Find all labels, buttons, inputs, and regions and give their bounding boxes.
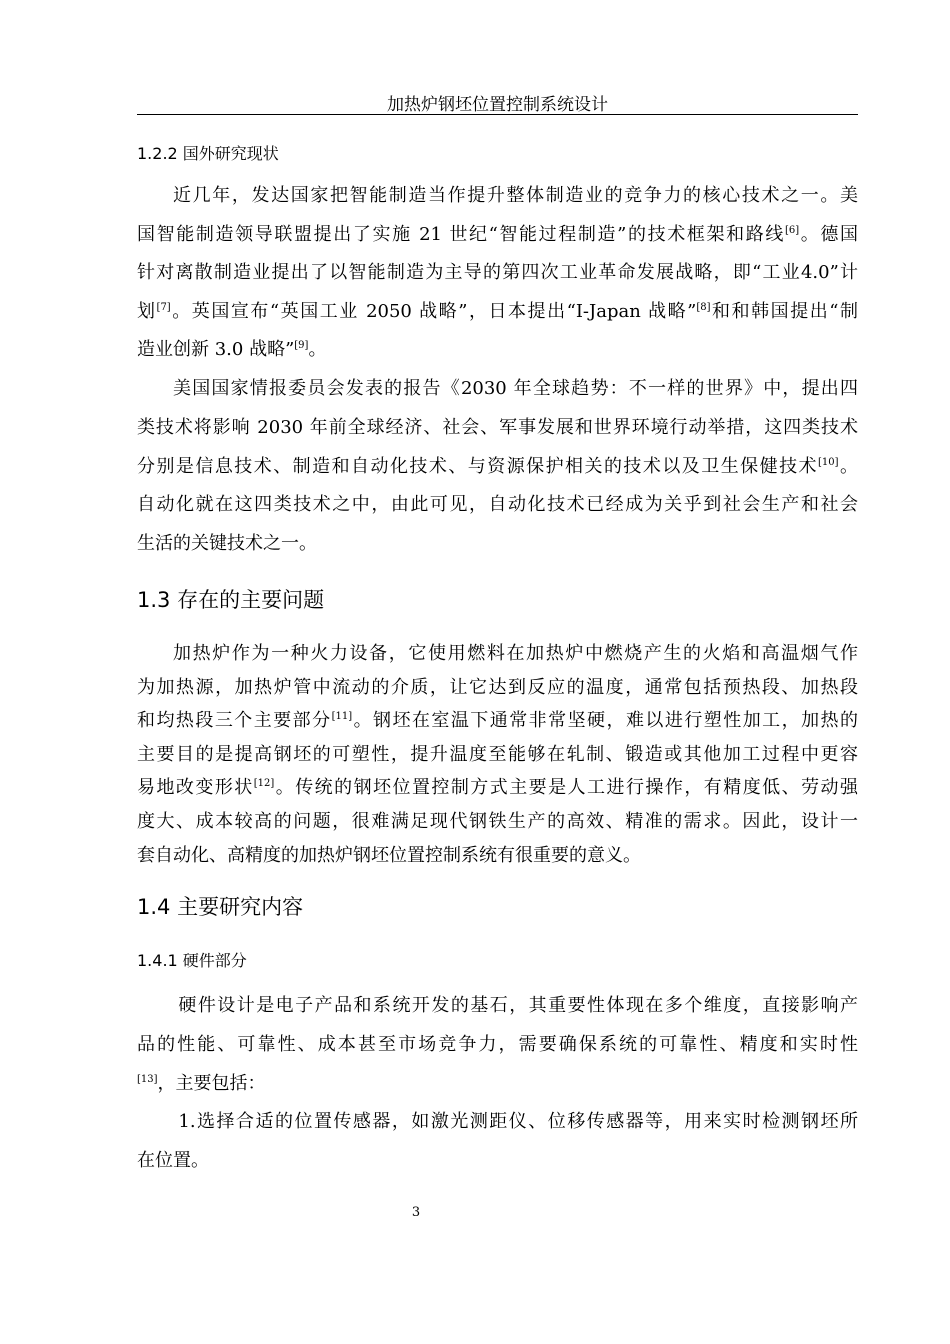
subsection-heading: 1.4.1 硬件部分 <box>137 951 247 970</box>
paragraph <box>137 1103 858 1181</box>
text-run: 套自动化、高精度的加热炉钢坯位置控制系统有很重要的意义。 <box>137 844 641 866</box>
text-run: 自动化就在这四类技术之中，由此可见，自动化技术已经成为关乎到社会生产和社会 <box>137 494 858 516</box>
text-line <box>137 448 858 487</box>
text-run: 造业创新 3.0 战略” <box>137 339 295 361</box>
citation-ref: [9] <box>294 340 309 352</box>
text-line <box>137 1103 858 1142</box>
text-run: 在位置。 <box>137 1149 209 1171</box>
text-line <box>137 738 858 772</box>
paragraph <box>137 637 858 872</box>
text-line <box>137 839 858 873</box>
text-run: 近几年，发达国家把智能制造当作提升整体制造业的竞争力的核心技术之一。美 <box>173 185 858 206</box>
text-line <box>137 370 858 409</box>
text-run: 。传统的钢坯位置控制方式主要是人工进行操作，有精度低、劳动强 <box>274 777 859 799</box>
running-header: 加热炉钢坯位置控制系统设计 <box>387 95 608 115</box>
header-rule <box>137 114 858 115</box>
text-run: 品的性能、可靠性、成本甚至市场竞争力，需要确保系统的可靠性、精度和实时性 <box>137 1033 858 1055</box>
text-line <box>137 525 858 564</box>
text-run: 主要目的是提高钢坯的可塑性，提升温度至能够在轧制、锻造或其他加工过程中更容 <box>137 743 858 765</box>
text-run: 类技术将影响 2030 年前全球经济、社会、军事发展和世界环境行动举措，这四类技术 <box>137 416 858 438</box>
text-line <box>137 704 858 738</box>
text-line <box>137 216 858 255</box>
text-run: 划 <box>137 300 157 322</box>
text-line <box>137 671 858 705</box>
text-run: 和均热段三个主要部分 <box>137 710 332 732</box>
section-heading: 1.4 主要研究内容 <box>137 895 304 919</box>
text-run: 美国国家情报委员会发表的报告《2030 年全球趋势：不一样的世界》中，提出四 <box>173 378 858 399</box>
text-run: 。德国 <box>799 223 859 245</box>
paragraph <box>137 177 858 370</box>
text-line <box>137 486 858 525</box>
text-line <box>137 177 858 216</box>
text-line <box>137 1026 858 1065</box>
text-line <box>137 1142 858 1181</box>
text-run: 加热炉作为一种火力设备，它使用燃料在加热炉中燃烧产生的火焰和高温烟气作 <box>173 643 858 664</box>
citation-ref: [11] <box>331 711 353 723</box>
text-run: 国智能制造领导联盟提出了实施 21 世纪“智能过程制造”的技术框架和路线 <box>137 223 785 245</box>
text-run: 度大、成本较高的问题，很难满足现代钢铁生产的高效、精准的需求。因此，设计一 <box>137 810 858 832</box>
text-line <box>137 771 858 805</box>
citation-ref: [6] <box>784 224 800 236</box>
text-run: 生活的关键技术之一。 <box>137 533 317 555</box>
text-run: 。 <box>308 339 327 361</box>
text-line <box>137 293 858 332</box>
text-run: 易地改变形状 <box>137 777 254 799</box>
page-number: 3 <box>411 1205 421 1220</box>
text-run: 。钢坯在室温下通常非常坚硬，难以进行塑性加工，加热的 <box>352 710 859 732</box>
text-run: 。英国宣布“英国工业 2050 战略”，日本提出“I-Japan 战略” <box>170 300 697 322</box>
text-run: 和和韩国提出“制 <box>710 300 859 322</box>
text-line <box>137 254 858 293</box>
text-run: 针对离散制造业提出了以智能制造为主导的第四次工业革命发展战略，即“工业4.0”计 <box>137 262 858 284</box>
citation-ref: [8] <box>696 301 711 313</box>
paragraph <box>137 987 858 1103</box>
paragraph <box>137 370 858 564</box>
text-run: 。 <box>838 455 859 477</box>
text-line <box>137 331 858 370</box>
text-run: 硬件设计是电子产品和系统开发的基石，其重要性体现在多个维度，直接影响产 <box>178 995 858 1016</box>
text-run: 1.选择合适的位置传感器，如激光测距仪、位移传感器等，用来实时检测钢坯所 <box>178 1111 858 1132</box>
text-run: ，主要包括： <box>157 1072 266 1094</box>
text-run: 为加热源，加热炉管中流动的介质，让它达到反应的温度，通常包括预热段、加热段 <box>137 676 858 698</box>
citation-ref: [10] <box>818 456 839 468</box>
text-line <box>137 1065 858 1104</box>
text-line <box>137 987 858 1026</box>
text-run: 分别是信息技术、制造和自动化技术、与资源保护相关的技术以及卫生保健技术 <box>137 455 819 477</box>
text-line <box>137 409 858 448</box>
section-heading: 1.3 存在的主要问题 <box>137 588 325 612</box>
citation-ref: [13] <box>137 1073 158 1085</box>
text-line <box>137 805 858 839</box>
text-line <box>137 637 858 671</box>
citation-ref: [12] <box>253 778 275 790</box>
citation-ref: [7] <box>156 301 171 313</box>
subsection-heading: 1.2.2 国外研究现状 <box>137 144 279 163</box>
